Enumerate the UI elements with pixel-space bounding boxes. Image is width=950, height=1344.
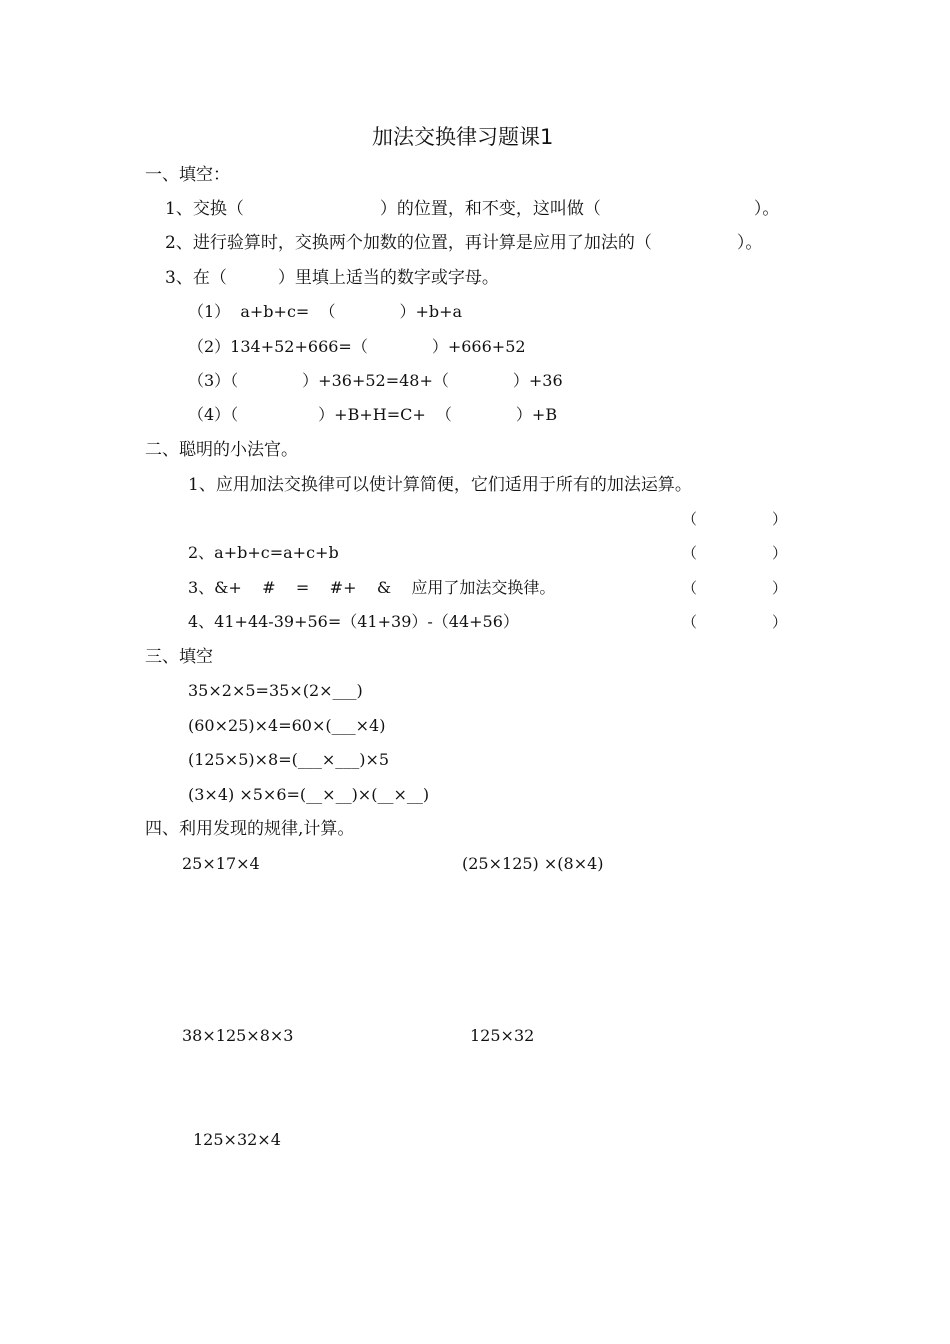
judge-item-4-bracket: （ ） — [682, 613, 788, 631]
judge-item-2-text: 2、a+b+c=a+c+b — [188, 543, 339, 562]
question-1-3: 3、在（ ）里填上适当的数字或字母。 — [165, 268, 499, 288]
fill-item-2: (60×25)×4=60×(___×4) — [188, 716, 386, 735]
calc-problem-1: 25×17×4 — [182, 854, 260, 873]
calc-problem-2: (25×125) ×(8×4) — [462, 854, 604, 873]
fill-item-1: 35×2×5=35×(2×___) — [188, 681, 363, 700]
question-1-2: 2、进行验算时，交换两个加数的位置，再计算是应用了加法的（ ）。 — [165, 233, 763, 253]
question-1-1: 1、交换（ ）的位置，和不变，这叫做（ ）。 — [165, 199, 780, 219]
judge-item-3-bracket: （ ） — [682, 579, 788, 597]
calc-problem-4: 125×32 — [470, 1026, 535, 1045]
judge-item-4-text: 4、41+44-39+56=（41+39）-（44+56） — [188, 612, 519, 631]
page-title: 加法交换律习题课1 — [372, 125, 554, 149]
section-3-heading: 三、填空 — [145, 647, 213, 667]
question-1-3-item-4: （4）（ ）+B+H=C+ （ ）+B — [188, 405, 558, 424]
calc-problem-5: 125×32×4 — [193, 1130, 281, 1149]
section-1-heading: 一、填空： — [145, 165, 230, 185]
question-1-3-item-3: （3）（ ）+36+52=48+（ ）+36 — [188, 371, 563, 390]
fill-item-4: (3×4) ×5×6=(__×__)×(__×__) — [188, 785, 430, 804]
section-2-heading: 二、聪明的小法官。 — [145, 440, 298, 460]
question-1-3-item-2: （2）134+52+666=（ ）+666+52 — [188, 337, 526, 356]
question-1-3-item-1: （1） a+b+c= （ ）+b+a — [188, 302, 463, 321]
judge-item-2-bracket: （ ） — [682, 544, 788, 562]
fill-item-3: (125×5)×8=(___×___)×5 — [188, 750, 390, 769]
section-4-heading: 四、利用发现的规律,计算。 — [145, 819, 355, 839]
judge-item-3-text: 3、&+ # = #+ & 应用了加法交换律。 — [188, 578, 556, 597]
calc-problem-3: 38×125×8×3 — [182, 1026, 294, 1045]
judge-item-1-text: 1、应用加法交换律可以使计算简便，它们适用于所有的加法运算。 — [188, 475, 692, 495]
judge-item-1-bracket: （ ） — [682, 510, 788, 528]
